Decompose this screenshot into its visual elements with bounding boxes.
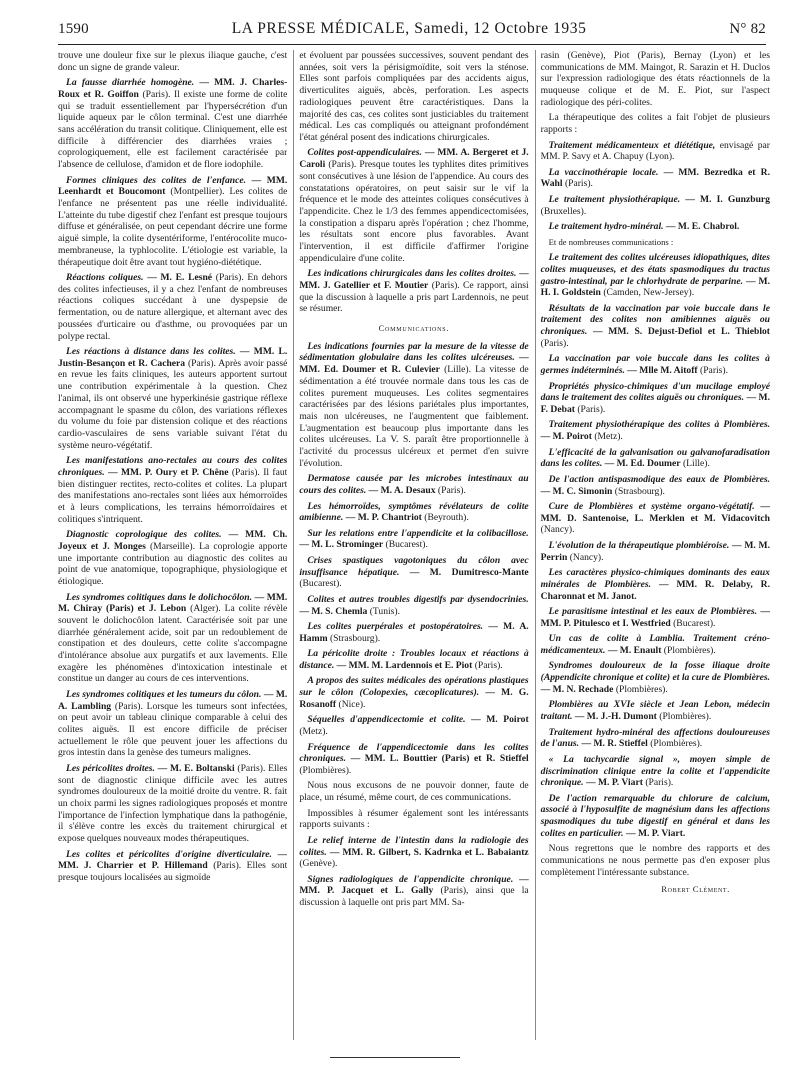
entry-title: Les caractères physico-chimiques dominants des eaux minérales de Plombières. <box>540 567 770 590</box>
entry-body: (Marseille). La coprologie apporte une importante contribution au diagnostic des colites au point de vue anatomique, topographique, physiologique et étiologique. <box>58 540 288 588</box>
entry-authors: — MM. Ch. Joyeux et J. Monges <box>58 529 288 552</box>
report-entry <box>299 473 528 496</box>
entry-body: (Paris). Lorsque les tumeurs sont infectées, on peut avoir un tableau clinique comparable à celui des colites aiguës. Il est encore difficile de préciser actuellement le rôle que peuvent jouer les affections du gros intestin dans la genèse des tumeurs malignes. <box>58 700 288 759</box>
entry-title: Les manifestations ano-rectales au cours des colites chroniques. <box>58 455 288 478</box>
entry-body: (Paris). <box>577 403 606 415</box>
page-number: 1590 <box>58 21 89 37</box>
report-entry <box>541 501 770 536</box>
entry-authors: — M. A. Desaux <box>368 485 436 496</box>
entry-body: (Plombières). <box>663 644 716 656</box>
report-entry <box>541 633 770 656</box>
entry-authors: — M. H. I. Goldstein <box>540 275 770 299</box>
entry-body: envisagé par MM. P. Savy et A. Chapuy (Lyon). <box>540 139 770 163</box>
entry-authors: — M. A. Lambling <box>58 688 288 712</box>
entry-title: Les syndromes colitiques et les tumeurs du côlon. <box>66 688 262 700</box>
entry-title: Signes radiologiques de l'appendicite chronique. <box>307 873 514 885</box>
report-entry <box>58 272 287 342</box>
report-entry <box>541 167 770 190</box>
entry-title: Cure de Plombières et système organo-végétatif. <box>548 501 755 513</box>
column-left <box>58 50 287 1040</box>
entry-authors: — M. Dumitresco-Mante <box>409 566 529 578</box>
report-entry <box>541 699 770 722</box>
entry-title: Le relief interne de l'intestin dans la radiologie des colites. <box>299 834 529 858</box>
entry-title: Colites post-appendiculaires. <box>307 147 422 159</box>
entry-authors: — M. P. Chantriot <box>345 512 422 524</box>
entry-title: Sur les relations entre l'appendicite et la colibacillose. <box>307 527 529 539</box>
entry-title: De l'action antispasmodique des eaux de Plombières. <box>548 473 770 485</box>
entry-title: Syndromes douloureux de la fosse iliaque droite (Appendicite chronique et colite) et la cure de Plombières. <box>540 660 770 684</box>
body-paragraph: Nous regrettons que le nombre des rapports et des communications ne nous permette pas d'en exposer plus complètement l'intéressante substance. <box>540 843 770 878</box>
entry-title: La fausse diarrhée homogène. <box>66 77 195 89</box>
entry-authors: — M. N. Rechade <box>540 683 614 695</box>
report-entry <box>299 555 528 590</box>
entry-title: Les péricolites droites. <box>66 762 155 774</box>
entry-authors: — M. G. Rosanoff <box>299 687 529 710</box>
entry-authors: — MM. Leenhardt et Boucomont <box>58 174 288 198</box>
report-entry <box>299 621 528 644</box>
entry-body: (Montpellier). Les colites de l'enfance ne présentent pas une réelle individualité. L'atteinte du tube digestif chez l'enfant est presque toujours diffuse et généralisée, on peut cependant décrire une forme aiguë simple, la colite dysentériforme, l'entérocolite muco-membraneuse, la typhlocolite. L'étiologie est variable, la thérapeutique doit être avant tout hygiéno-diététique. <box>58 186 288 268</box>
entry-title: L'évolution de la thérapeutique plombiéroise. <box>548 539 730 551</box>
report-entry <box>541 419 770 442</box>
entry-authors: — M. P. Viart <box>585 777 643 789</box>
entry-body: (Tunis). <box>369 605 400 617</box>
entry-title: Les colites puerpérales et postopératoires. <box>307 621 484 633</box>
entry-title: Les colites et péricolites d'origine diverticulaire. <box>66 848 272 860</box>
entry-authors: — MM. A. Bergeret et J. Caroli <box>299 147 529 171</box>
entry-authors: — M. L. Strominger <box>299 539 384 551</box>
entry-title: Propriétés physico-chimiques d'un mucilage employé dans le traitement des colites aiguës ou chroniques. <box>540 380 770 404</box>
entry-title: Dermatose causée par les microbes intestinaux au cours des colites. <box>299 473 529 496</box>
entry-body: (Paris). <box>700 365 729 377</box>
entry-body: (Lille). La vitesse de sédimentation a été trouvée normale dans tous les cas de colites purement muqueuses. Les colites segmentaires caractérisées par des lésions pariétales plus importantes, mais non ulcéreuses, ne l'augmentent que faiblement. L'augmentation est beaucoup plus importante dans les colites ulcéreuses. La V. S. paraît être proportionnelle à l'activité du processus ulcéreux et permet d'en suivre l'évolution. <box>299 364 529 469</box>
entry-authors: — MM. L. Justin-Besançon et R. Cachera <box>58 346 288 369</box>
report-entry <box>58 689 287 759</box>
entry-body: (Paris). <box>474 659 503 671</box>
entry-body: (Genève). <box>299 858 338 870</box>
continued-text: rasin (Genève), Piot (Paris), Bernay (Lyon) et les communications de MM. Maingot, R. Sarazin et H. Duclos sur l'expression radiologique des états réactionnels de la muqueuse colique et de M. E. Piot, sur l'aspect radiologique des péri-colites. <box>540 50 770 108</box>
report-entry <box>541 353 770 376</box>
continued-text: et évoluent par poussées successives, souvent pendant des années, soit vers la périsigmoïdite, soit vers la sténose. Elles sont parfois compliquées par des accidents aigus, diverticulites aiguës, abcès, perforation. Les aspects radiologiques peuvent être caractéristiques. Dans la majorité des cas, ces colites sont justiciables du traitement médical. Les cas compliqués ou atteignant profondément l'état général posent des indications chirurgicales. <box>299 50 529 143</box>
entry-authors: — M. Poirot <box>540 431 592 443</box>
issue-number: N° 82 <box>729 21 766 37</box>
entry-authors: — M. E. Lesné <box>147 272 213 284</box>
report-entry <box>541 252 770 299</box>
report-entry <box>541 540 770 563</box>
report-entry <box>58 592 287 686</box>
entry-authors: — MM. J. Gatellier et F. Moutier <box>299 268 529 291</box>
author-signature: Robert Clément. <box>661 884 730 895</box>
entry-title: Traitement physiothérapique des colites à Plombières. <box>548 419 770 431</box>
entry-title: Traitement hydro-minéral des affections douloureuses de l'anus. <box>540 726 770 750</box>
entry-authors: — MM. P. Pitulesco et I. Westfried <box>540 606 770 629</box>
entry-title: Le traitement des colites ulcéreuses idiopathiques, dites colites muqueuses, et des états spasmodiques du tractus gastro-intestinal, par le chlorhydrate de perparine. <box>540 252 770 287</box>
entry-authors: — MM. Bezredka et R. Wahl <box>540 166 770 190</box>
report-entry <box>299 528 528 551</box>
report-entry <box>541 567 770 602</box>
footer-rule <box>330 1057 460 1058</box>
entry-title: Un cas de colite à Lamblia. Traitement créno-médicamenteux. <box>540 633 770 656</box>
report-entry <box>299 742 528 777</box>
report-entry <box>299 648 528 671</box>
entry-body: (Plombières). <box>299 764 352 776</box>
entry-title: A propos des suites médicales des opérations plastiques sur le côlon (Colopexies, cæcoplicatures). <box>299 675 529 699</box>
entry-body: (Paris). <box>437 485 466 496</box>
entry-body: (Nancy). <box>569 551 604 563</box>
entry-title: Traitement médicamenteux et diététique, <box>548 139 716 151</box>
entry-authors: — MM. L. Bouttier (Paris) et R. Stieffel <box>350 753 529 765</box>
entry-body: (Paris). Presque toutes les typhlites dites primitives sont consécutives à une lésion de l'appendice. Au cours des constatations opératoires, on peut saisir sur le vif la fréquence et le mode des atteintes coliques consécutives à l'appendicite. Chez le 1/3 des femmes appendicectomisées, la constipation a disparu après l'opération ; chez l'homme, les résultats sont encore plus favorables. Avant l'intervention, il est difficile d'affirmer l'origine appendiculaire d'une colite. <box>299 159 529 264</box>
entry-body: (Plombières). <box>615 683 668 695</box>
report-entry <box>541 140 770 163</box>
entry-title: Séquelles d'appendicectomie et colite. <box>307 714 466 726</box>
report-entry <box>299 835 528 870</box>
entry-body: (Paris). Après avoir passé en revue les faits cliniques, les auteurs apportent surtout une contribution expérimentale à la question. Chez l'animal, ils ont observé une hyperkinésie gastrique réflexe accompagnant le spasme du côlon, des variations réflexes du volume du foie par distension colique et des réactions cardio-vasculaires de sens variable suivant l'état du système neuro-végétatif. <box>58 357 288 451</box>
entry-authors: — M. M. Perrin <box>540 539 770 563</box>
entry-body: (Paris). <box>645 777 674 789</box>
report-entry <box>58 346 287 451</box>
report-entry <box>299 147 528 264</box>
entry-body: (Bucarest). <box>385 539 428 551</box>
entry-authors: — M. A. Hamm <box>299 621 529 644</box>
entry-title: Les hémorroïdes, symptômes révélateurs de colite amibienne. <box>299 500 529 524</box>
report-entry <box>541 727 770 750</box>
report-entry <box>541 754 770 789</box>
entry-body: (Lille). <box>682 458 710 470</box>
report-entry <box>299 341 528 470</box>
body-paragraph: Nous nous excusons de ne pouvoir donner, faute de place, un résumé, même court, de ces communications. <box>299 780 529 804</box>
entry-body: (Paris). En dehors des colites infectieuses, il y a chez l'enfant de nombreuses réactions coliques succédant à une dyspepsie de fermentation, ou de nature allergique, et alternant avec des poussées d'urticaire ou d'asthme, ou provoquées par un polype rectal. <box>58 272 288 342</box>
body-paragraph: Impossibles à résumer également sont les intéressants rapports suivants : <box>299 807 529 831</box>
entry-authors: — M. Ed. Doumer <box>604 458 681 470</box>
entry-title: La péricolite droite : Troubles locaux et réactions à distance. <box>299 648 529 671</box>
report-entry <box>541 793 770 840</box>
entry-authors: — M. P. Viart. <box>625 827 686 839</box>
report-entry <box>58 529 287 588</box>
entry-body: (Paris). Elles sont de diagnostic clinique difficile avec les autres syndromes douloureux de la moitié droite du ventre. R. fait un choix parmi les signes radiologiques proposés et montre l'importance de l'infection lymphatique dans la pathogénie, il s'élève contre les excès du traitement chirurgical et expose quelques nouveaux modes thérapeutiques. <box>58 762 288 845</box>
entry-body: (Camden, New-Jersey). <box>603 287 695 299</box>
continued-text: trouve une douleur fixe sur le plexus iliaque gauche, c'est donc un signe de grande valeur. <box>58 50 288 73</box>
entry-authors: — MM. J. Charrier et P. Hillemand <box>58 848 288 872</box>
entry-authors: — MM. P. Oury et P. Chêne <box>108 466 229 478</box>
body-paragraph: La thérapeutique des colites a fait l'objet de plusieurs rapports : <box>540 112 770 136</box>
entry-authors: — M. S. Chemla <box>299 605 368 617</box>
entry-authors: — M. R. Stieffel <box>581 738 648 750</box>
entry-authors: — M. E. Chabrol. <box>665 221 740 233</box>
entry-title: Le traitement hydro-minéral. <box>548 221 664 233</box>
report-entry <box>58 175 287 269</box>
report-entry <box>58 849 287 884</box>
entry-body: (Bruxelles). <box>540 205 587 217</box>
entry-body: (Plombières). <box>659 711 712 723</box>
report-entry <box>541 660 770 695</box>
entry-title: L'efficacité de la galvanisation ou galvanofaradisation dans les colites. <box>540 446 770 470</box>
report-entry <box>541 474 770 497</box>
report-entry <box>299 675 528 710</box>
report-entry <box>299 874 528 909</box>
entry-authors: — MM. R. Delaby, R. Charonnat et M. Janot. <box>540 578 770 602</box>
entry-authors: — M. C. Simonin <box>540 485 613 497</box>
entry-authors: — MM. D. Santenoise, L. Merklen et M. Vidacovitch <box>540 501 770 524</box>
entry-title: Résultats de la vaccination par voie buccale dans le traitement des colites non amibiennes aiguës ou chroniques. <box>540 302 770 338</box>
entry-body: (Metz). <box>594 431 623 443</box>
entry-body: (Paris). <box>540 337 569 349</box>
entry-title: La vaccinothérapie locale. <box>548 166 659 178</box>
journal-title: LA PRESSE MÉDICALE, Samedi, 12 Octobre 1935 <box>231 20 587 37</box>
entry-title: Les indications chirurgicales dans les colites droites. <box>307 268 517 280</box>
entry-authors: — M. Enault <box>607 644 662 656</box>
entry-body: (Nice). <box>338 698 366 710</box>
entry-body: (Beyrouth). <box>424 512 469 524</box>
entry-body: (Strasbourg). <box>329 632 381 644</box>
column-right <box>535 50 770 1040</box>
report-entry <box>58 455 287 525</box>
entry-authors: — MM. R. Gilbert, S. Kadrnka et L. Babaiantz <box>329 846 529 858</box>
section-heading: Communications. <box>378 324 450 334</box>
entry-body: (Bucarest). <box>673 617 716 629</box>
report-entry <box>299 714 528 737</box>
entry-title: Le parasitisme intestinal et les eaux de Plombières. <box>548 606 757 618</box>
entry-body: (Paris). Il existe une forme de colite qui se traduit essentiellement par l'hypersécrétion d'un liquide aqueux par le côlon terminal. C'est une diarrhée sans accélération du transit colitique. Cliniquement, elle est difficile à différencier des diarrhées vraies ; coprologiquement, elle est facilement caractérisée par l'absence de cellulose, d'amidon et de flore iodophile. <box>58 88 288 171</box>
entry-title: Les syndromes colitiques dans le dolichocôlon. <box>66 591 252 603</box>
report-entry <box>58 763 287 845</box>
entry-authors: — MM. J. Charles-Roux et R. Goiffon <box>58 77 288 100</box>
entry-title: Réactions coliques. <box>66 272 144 284</box>
report-entry <box>299 268 528 315</box>
entry-body: (Nancy). <box>540 524 575 536</box>
report-entry <box>58 77 287 171</box>
entry-title: La vaccination par voie buccale dans les colites à germes indéterminés. <box>540 353 770 377</box>
entry-body: (Paris). Elles sont presque toujours localisées au sigmoïde <box>58 860 288 884</box>
entry-body: (Paris). Il faut bien distinguer rectites, recto-colites et colites. La plupart des manifestations ano-rectales sont liées aux hémorroïdes et à leurs complications, les terrains hémorroïdaires et colitiques s'intriquent. <box>58 466 288 525</box>
entry-body: (Alger). La colite révèle souvent le dolichocôlon latent. Caractérisée soit par une diarrhée généralement acide, soit par un redoublement de constipation et des douleurs, cette colite s'accompagne d'intolérance absolue aux purgatifs et aux lavements. Elle exagère les phénomènes d'intoxication intestinale et constitue un danger au cours de ces interventions. <box>58 603 288 685</box>
entry-title: Formes cliniques des colites de l'enfance. <box>66 174 247 186</box>
entry-body: (Paris). <box>564 178 593 190</box>
entry-title: Colites et autres troubles digestifs par dysendocrinies. <box>307 593 529 605</box>
column-middle <box>293 50 528 1040</box>
report-entry <box>299 594 528 617</box>
entry-authors: — MM. S. Dejust-Defiol et L. Thieblot <box>593 326 770 338</box>
entry-title: Diagnostic coprologique des colites. <box>66 529 222 541</box>
entry-authors: — MM. M. Chiray (Paris) et J. Lebon <box>58 591 288 615</box>
report-entry <box>541 381 770 416</box>
entry-authors: — M. J.-H. Dumont <box>574 711 657 723</box>
entry-authors: — M. I. Gunzburg <box>685 193 770 205</box>
entry-title: Crises spastiques vagotoniques du côlon avec insuffisance hépatique. <box>299 554 529 578</box>
entry-authors: — M. Poirot <box>471 714 529 726</box>
entry-title: Le traitement physiothérapique. <box>548 193 681 205</box>
report-entry <box>299 501 528 524</box>
report-entry <box>541 447 770 470</box>
entry-body: (Bucarest). <box>299 578 342 590</box>
report-entry <box>541 606 770 629</box>
entry-authors: — Mlle M. Aitoff <box>627 365 698 377</box>
entry-title: « La tachycardie signal », moyen simple de discrimination clinique entre la colite et l'appendicite chronique. <box>540 753 770 789</box>
article-columns <box>58 50 770 1040</box>
entry-body: (Metz). <box>299 726 328 738</box>
running-header <box>58 20 766 45</box>
entry-body: (Paris), ainsi que la discussion à laquelle ont pris part MM. Sa- <box>299 885 529 909</box>
entry-authors: — MM. P. Jacquet et L. Gally <box>299 873 529 897</box>
entry-authors: — MM. Ed. Doumer et R. Culevier <box>299 352 529 376</box>
entry-body: (Plombières). <box>650 738 703 750</box>
report-entry <box>541 221 770 233</box>
entry-title: Fréquence de l'appendicectomie dans les colites chroniques. <box>299 741 529 765</box>
entry-title: Les indications fournies par la mesure de la vitesse de sédimentation globulaire dans les colites ulcéreuses. <box>299 340 529 364</box>
note-line: Et de nombreuses communications : <box>548 236 674 247</box>
entry-body: (Strasbourg). <box>614 485 665 497</box>
entry-body: (Paris). Ce rapport, ainsi que la discussion à laquelle a pris part Lardennois, ne peut se résumer. <box>299 279 529 315</box>
report-entry <box>541 194 770 217</box>
entry-authors: — M. F. Debat <box>540 392 770 415</box>
entry-title: De l'action remarquable du chlorure de calcium, associé à l'hyposulfite de magnésium dans les affections spasmodiques du tube digestif en général et dans les colites en particulier. <box>540 792 770 839</box>
entry-title: Plombières au XVIe siècle et Jean Lebon, médecin traitant. <box>540 699 770 723</box>
entry-authors: — M. E. Boltanski <box>157 762 235 774</box>
report-entry <box>541 303 770 350</box>
entry-title: Les réactions à distance dans les colites. <box>66 346 236 358</box>
entry-authors: — MM. M. Lardennois et E. Piot <box>336 659 473 671</box>
